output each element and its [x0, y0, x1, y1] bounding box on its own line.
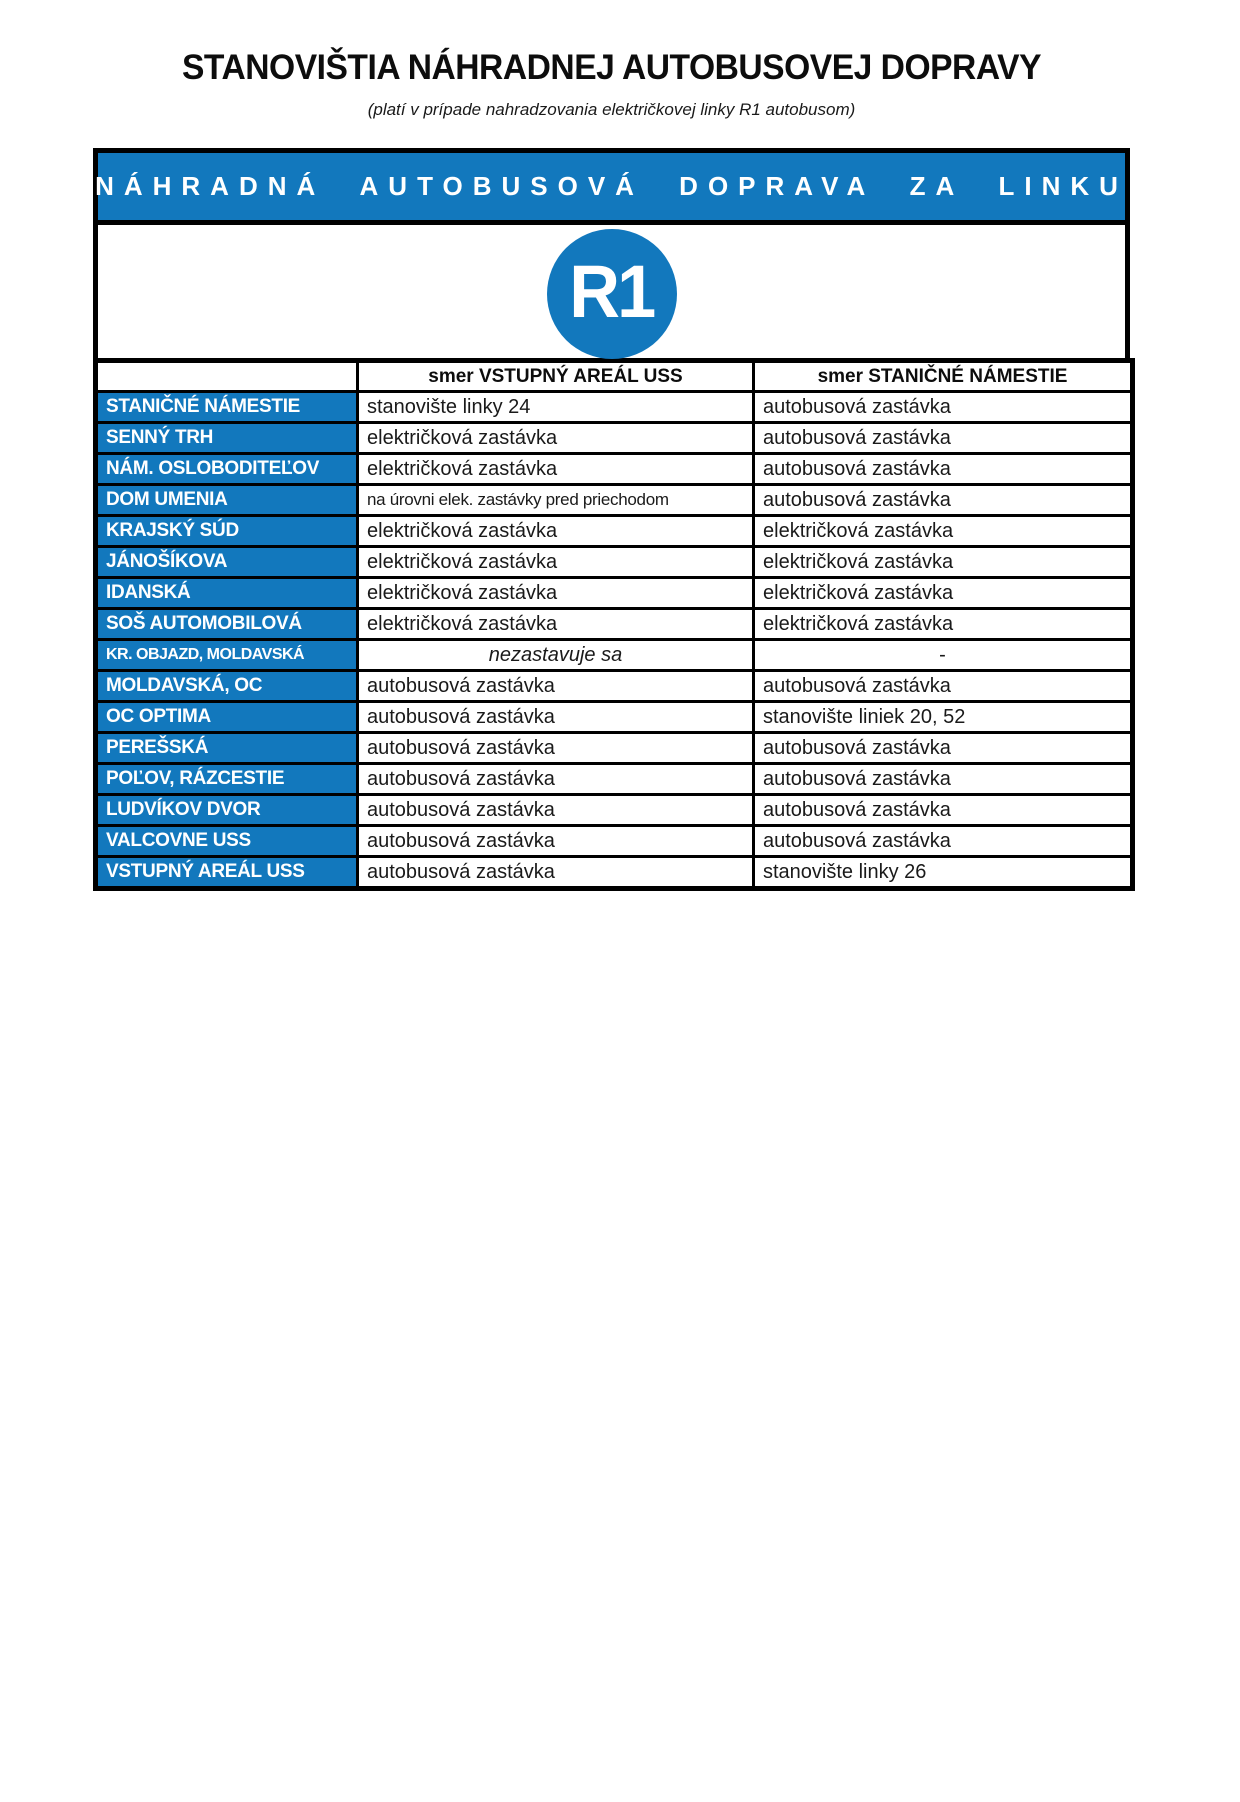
- table-row: [96, 578, 1133, 609]
- direction-stanicne-cell: -: [754, 640, 1133, 671]
- direction-uss-cell: električková zastávka: [358, 578, 754, 609]
- table-row: [96, 516, 1133, 547]
- stop-name-cell: JÁNOŠÍKOVA: [96, 547, 358, 578]
- direction-uss-cell: autobusová zastávka: [358, 857, 754, 889]
- stop-name-cell: STANIČNÉ NÁMESTIE: [96, 392, 358, 423]
- direction-uss-cell: autobusová zastávka: [358, 826, 754, 857]
- table-row: [96, 826, 1133, 857]
- direction-uss-cell: električková zastávka: [358, 423, 754, 454]
- direction-stanicne-cell: električková zastávka: [754, 578, 1133, 609]
- direction-stanicne-cell: autobusová zastávka: [754, 423, 1133, 454]
- content-box: [93, 148, 1130, 891]
- direction-stanicne-cell: autobusová zastávka: [754, 485, 1133, 516]
- direction-stanicne-cell: stanovište liniek 20, 52: [754, 702, 1133, 733]
- stop-name-cell: OC OPTIMA: [96, 702, 358, 733]
- stop-name-cell: IDANSKÁ: [96, 578, 358, 609]
- direction-uss-cell: autobusová zastávka: [358, 733, 754, 764]
- direction-stanicne-cell: autobusová zastávka: [754, 733, 1133, 764]
- direction-stanicne-cell: autobusová zastávka: [754, 671, 1133, 702]
- table-row: [96, 671, 1133, 702]
- direction-stanicne-cell: autobusová zastávka: [754, 826, 1133, 857]
- direction-stanicne-cell: autobusová zastávka: [754, 392, 1133, 423]
- stop-name-cell: MOLDAVSKÁ, OC: [96, 671, 358, 702]
- line-number-label: R1: [569, 250, 654, 333]
- table-header-row: [96, 361, 1133, 392]
- table-row: [96, 423, 1133, 454]
- table-row: [96, 392, 1133, 423]
- direction-stanicne-cell: električková zastávka: [754, 609, 1133, 640]
- table-row: [96, 485, 1133, 516]
- stop-column-header: [96, 361, 358, 392]
- page-title: STANOVIŠTIA NÁHRADNEJ AUTOBUSOVEJ DOPRAVY: [181, 48, 1042, 87]
- stops-table-body: [96, 392, 1133, 889]
- direction-stanicne-cell: autobusová zastávka: [754, 795, 1133, 826]
- stops-table: [93, 358, 1135, 891]
- stop-name-cell: KR. OBJAZD, MOLDAVSKÁ: [96, 640, 358, 671]
- stop-name-cell: VSTUPNÝ AREÁL USS: [96, 857, 358, 889]
- direction-uss-cell: autobusová zastávka: [358, 671, 754, 702]
- direction-stanicne-column-header: smer STANIČNÉ NÁMESTIE: [754, 361, 1133, 392]
- direction-uss-cell: električková zastávka: [358, 547, 754, 578]
- stop-name-cell: SOŠ AUTOMOBILOVÁ: [96, 609, 358, 640]
- table-row: [96, 454, 1133, 485]
- direction-uss-cell: autobusová zastávka: [358, 764, 754, 795]
- direction-uss-column-header: smer VSTUPNÝ AREÁL USS: [358, 361, 754, 392]
- table-row: [96, 857, 1133, 889]
- stop-name-cell: NÁM. OSLOBODITEĽOV: [96, 454, 358, 485]
- stop-name-cell: LUDVÍKOV DVOR: [96, 795, 358, 826]
- direction-uss-cell: autobusová zastávka: [358, 795, 754, 826]
- table-row: [96, 640, 1133, 671]
- table-row: [96, 733, 1133, 764]
- stop-name-cell: POĽOV, RÁZCESTIE: [96, 764, 358, 795]
- stop-name-cell: DOM UMENIA: [96, 485, 358, 516]
- stop-name-cell: KRAJSKÝ SÚD: [96, 516, 358, 547]
- stop-name-cell: PEREŠSKÁ: [96, 733, 358, 764]
- line-r1-badge-icon: [547, 229, 677, 359]
- direction-stanicne-cell: električková zastávka: [754, 516, 1133, 547]
- direction-stanicne-cell: autobusová zastávka: [754, 764, 1133, 795]
- table-row: [96, 702, 1133, 733]
- direction-uss-cell: električková zastávka: [358, 609, 754, 640]
- page-subtitle: (platí v prípade nahradzovania električkovej linky R1 autobusom): [367, 100, 856, 119]
- table-row: [96, 764, 1133, 795]
- replacement-service-banner: [93, 148, 1130, 225]
- stop-name-cell: VALCOVNE USS: [96, 826, 358, 857]
- line-logo-area: [93, 225, 1130, 358]
- direction-uss-cell: nezastavuje sa: [358, 640, 754, 671]
- direction-uss-cell: autobusová zastávka: [358, 702, 754, 733]
- table-row: [96, 609, 1133, 640]
- direction-stanicne-cell: stanovište linky 26: [754, 857, 1133, 889]
- direction-uss-cell: električková zastávka: [358, 516, 754, 547]
- direction-uss-cell: stanovište linky 24: [358, 392, 754, 423]
- table-row: [96, 795, 1133, 826]
- page-header: [93, 48, 1130, 120]
- stop-name-cell: SENNÝ TRH: [96, 423, 358, 454]
- table-row: [96, 547, 1133, 578]
- direction-stanicne-cell: autobusová zastávka: [754, 454, 1133, 485]
- direction-stanicne-cell: električková zastávka: [754, 547, 1133, 578]
- direction-uss-cell: na úrovni elek. zastávky pred priechodom: [358, 485, 754, 516]
- direction-uss-cell: električková zastávka: [358, 454, 754, 485]
- banner-text: NÁHRADNÁ AUTOBUSOVÁ DOPRAVA ZA LINKU: [95, 171, 1128, 201]
